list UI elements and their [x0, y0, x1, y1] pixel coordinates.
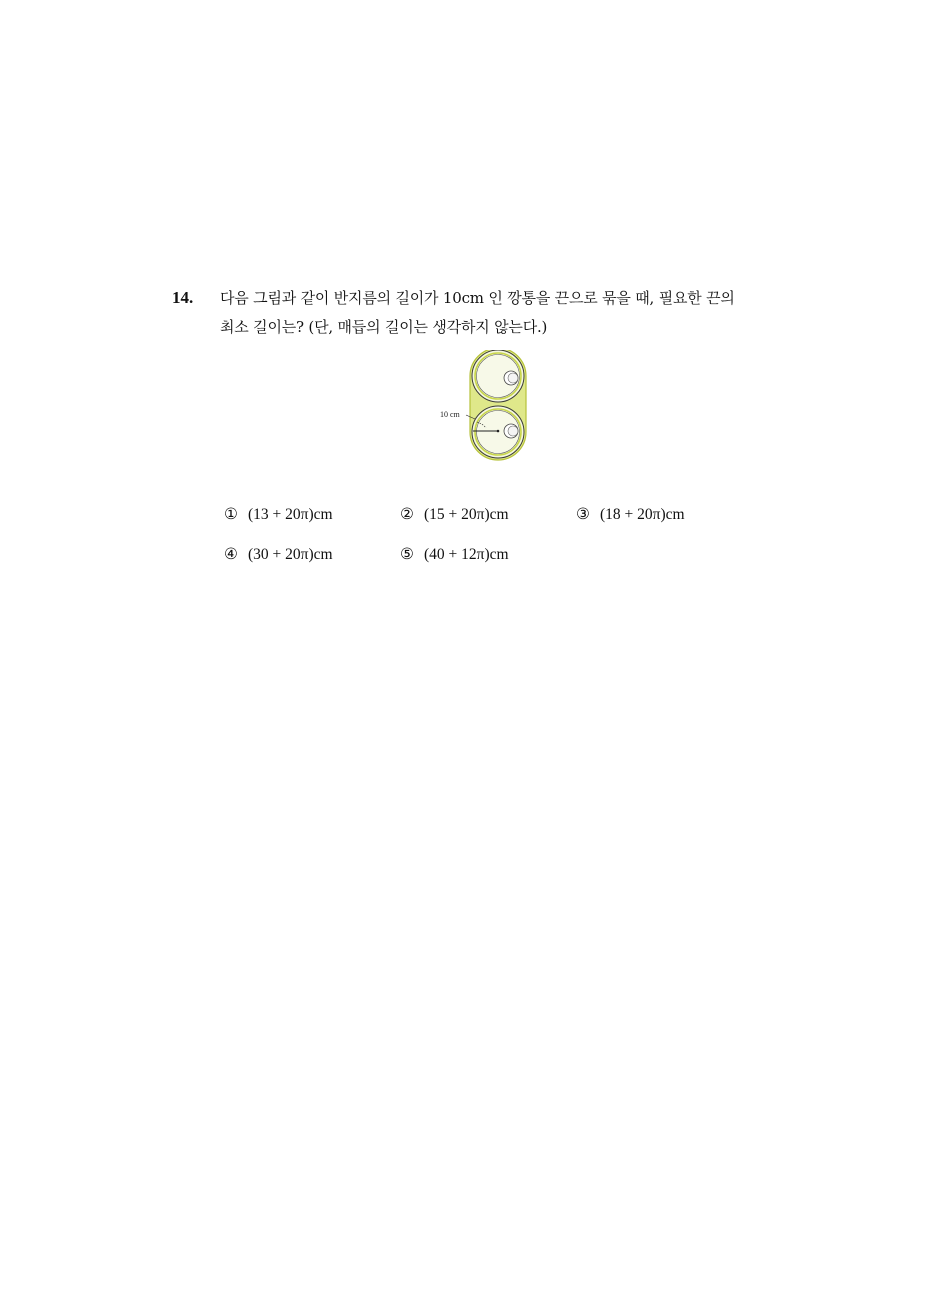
top-can-tab-hole [508, 373, 518, 383]
choice-marker: ③ [576, 506, 590, 523]
question-number: 14. [172, 288, 194, 307]
two-cans-figure [437, 350, 537, 465]
choice-text: (15 + 20π)cm [424, 506, 509, 523]
center-dot [497, 430, 500, 433]
choice-5[interactable] [400, 545, 509, 564]
radius-label: 10 cm [440, 410, 460, 419]
choice-marker: ④ [224, 546, 238, 563]
choice-2[interactable] [400, 505, 509, 524]
choice-marker: ⑤ [400, 546, 414, 563]
question-text-line-1: 다음 그림과 같이 반지름의 길이가 10cm 인 깡통을 끈으로 묶을 때, 필요한 끈의 [220, 289, 735, 307]
choice-marker: ① [224, 506, 238, 523]
choice-text: (40 + 12π)cm [424, 546, 509, 563]
choice-text: (18 + 20π)cm [600, 506, 685, 523]
choice-marker: ② [400, 506, 414, 523]
choice-1[interactable] [224, 505, 333, 524]
bottom-can-tab-hole [508, 426, 518, 436]
choice-3[interactable] [576, 505, 685, 524]
choice-text: (30 + 20π)cm [248, 546, 333, 563]
choice-4[interactable] [224, 545, 333, 564]
question-text-line-2: 최소 길이는? (단, 매듭의 길이는 생각하지 않는다.) [220, 318, 548, 336]
choice-text: (13 + 20π)cm [248, 506, 333, 523]
question-text [220, 284, 780, 342]
